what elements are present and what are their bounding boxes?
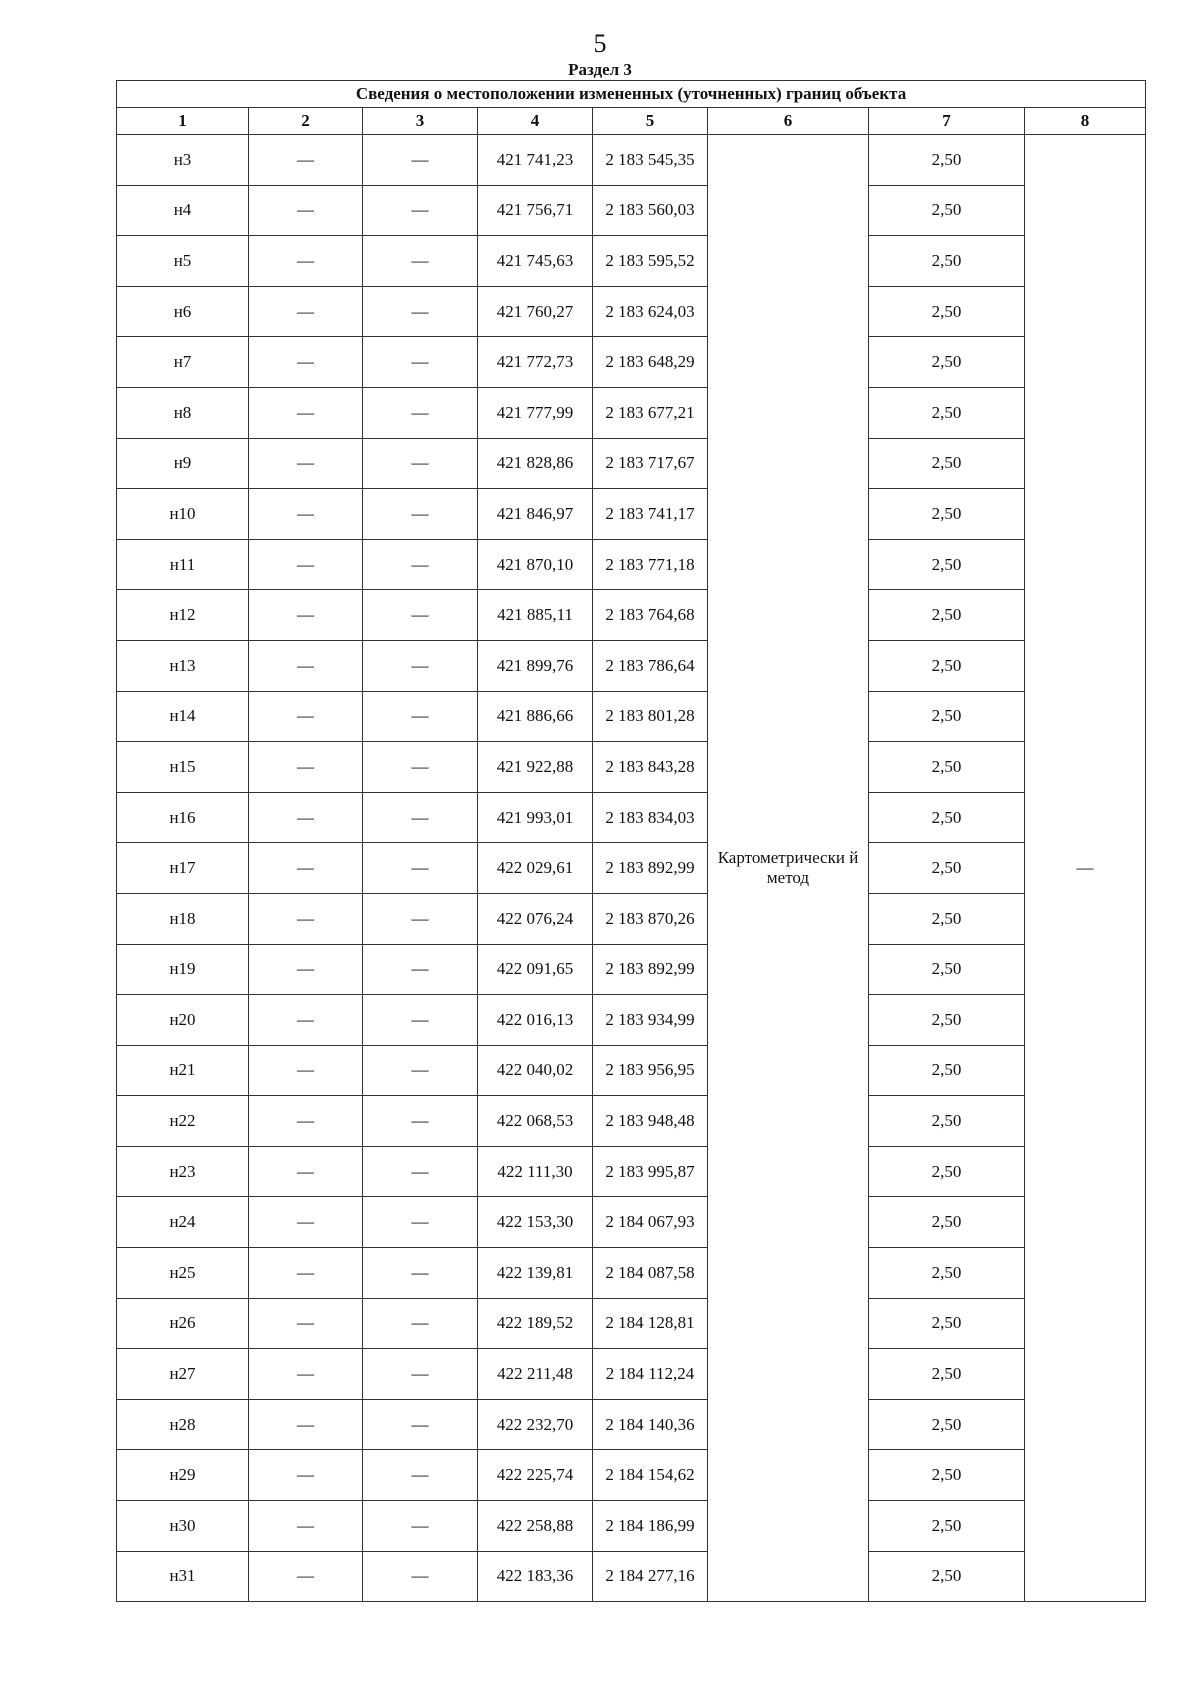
- point-name-cell: н3: [117, 135, 249, 186]
- table-row: [117, 438, 1146, 489]
- x-coordinate-cell: 422 183,36: [478, 1551, 593, 1602]
- table-row: [117, 1146, 1146, 1197]
- column-3-cell: —: [363, 1248, 478, 1299]
- column-2-cell: —: [249, 539, 363, 590]
- column-2-cell: —: [249, 489, 363, 540]
- point-name-cell: н5: [117, 236, 249, 287]
- accuracy-cell: 2,50: [869, 1146, 1025, 1197]
- column-3-cell: —: [363, 1501, 478, 1552]
- point-name-cell: н15: [117, 742, 249, 793]
- column-number: 1: [117, 108, 249, 135]
- column-3-cell: —: [363, 742, 478, 793]
- x-coordinate-cell: 422 068,53: [478, 1096, 593, 1147]
- accuracy-cell: 2,50: [869, 438, 1025, 489]
- accuracy-cell: 2,50: [869, 236, 1025, 287]
- column-3-cell: —: [363, 691, 478, 742]
- table-row: [117, 1399, 1146, 1450]
- x-coordinate-cell: 422 076,24: [478, 893, 593, 944]
- table-row: [117, 742, 1146, 793]
- column-3-cell: —: [363, 185, 478, 236]
- table-row: [117, 1551, 1146, 1602]
- x-coordinate-cell: 421 745,63: [478, 236, 593, 287]
- x-coordinate-cell: 421 741,23: [478, 135, 593, 186]
- column-2-cell: —: [249, 944, 363, 995]
- accuracy-cell: 2,50: [869, 1197, 1025, 1248]
- table-row: [117, 843, 1146, 894]
- y-coordinate-cell: 2 183 771,18: [593, 539, 708, 590]
- method-cell: Картометрически й метод: [708, 135, 869, 1602]
- table-row: [117, 1045, 1146, 1096]
- column-2-cell: —: [249, 995, 363, 1046]
- y-coordinate-cell: 2 183 624,03: [593, 286, 708, 337]
- column-2-cell: —: [249, 691, 363, 742]
- y-coordinate-cell: 2 183 717,67: [593, 438, 708, 489]
- column-8-cell: —: [1025, 135, 1146, 1602]
- accuracy-cell: 2,50: [869, 893, 1025, 944]
- column-number: 8: [1025, 108, 1146, 135]
- x-coordinate-cell: 421 886,66: [478, 691, 593, 742]
- column-2-cell: —: [249, 135, 363, 186]
- table-row: [117, 1349, 1146, 1400]
- column-number: 6: [708, 108, 869, 135]
- accuracy-cell: 2,50: [869, 792, 1025, 843]
- accuracy-cell: 2,50: [869, 337, 1025, 388]
- column-3-cell: —: [363, 893, 478, 944]
- column-3-cell: —: [363, 438, 478, 489]
- column-2-cell: —: [249, 1501, 363, 1552]
- point-name-cell: н8: [117, 387, 249, 438]
- column-2-cell: —: [249, 792, 363, 843]
- y-coordinate-cell: 2 184 154,62: [593, 1450, 708, 1501]
- column-3-cell: —: [363, 489, 478, 540]
- x-coordinate-cell: 421 846,97: [478, 489, 593, 540]
- x-coordinate-cell: 421 760,27: [478, 286, 593, 337]
- x-coordinate-cell: 421 772,73: [478, 337, 593, 388]
- column-3-cell: —: [363, 1197, 478, 1248]
- y-coordinate-cell: 2 183 934,99: [593, 995, 708, 1046]
- boundary-coordinates-table: [116, 80, 1146, 1602]
- column-2-cell: —: [249, 438, 363, 489]
- point-name-cell: н24: [117, 1197, 249, 1248]
- x-coordinate-cell: 422 091,65: [478, 944, 593, 995]
- point-name-cell: н14: [117, 691, 249, 742]
- table-row: [117, 893, 1146, 944]
- table-row: [117, 640, 1146, 691]
- column-3-cell: —: [363, 995, 478, 1046]
- column-3-cell: —: [363, 135, 478, 186]
- x-coordinate-cell: 422 111,30: [478, 1146, 593, 1197]
- table-row: [117, 236, 1146, 287]
- table-row: [117, 489, 1146, 540]
- column-3-cell: —: [363, 640, 478, 691]
- point-name-cell: н19: [117, 944, 249, 995]
- accuracy-cell: 2,50: [869, 1349, 1025, 1400]
- x-coordinate-cell: 421 993,01: [478, 792, 593, 843]
- point-name-cell: н22: [117, 1096, 249, 1147]
- y-coordinate-cell: 2 184 087,58: [593, 1248, 708, 1299]
- column-3-cell: —: [363, 337, 478, 388]
- table-row: [117, 135, 1146, 186]
- accuracy-cell: 2,50: [869, 691, 1025, 742]
- column-3-cell: —: [363, 1096, 478, 1147]
- table-row: [117, 691, 1146, 742]
- column-3-cell: —: [363, 843, 478, 894]
- y-coordinate-cell: 2 183 801,28: [593, 691, 708, 742]
- y-coordinate-cell: 2 183 560,03: [593, 185, 708, 236]
- column-3-cell: —: [363, 539, 478, 590]
- column-2-cell: —: [249, 1298, 363, 1349]
- column-2-cell: —: [249, 1197, 363, 1248]
- accuracy-cell: 2,50: [869, 135, 1025, 186]
- point-name-cell: н26: [117, 1298, 249, 1349]
- x-coordinate-cell: 421 777,99: [478, 387, 593, 438]
- y-coordinate-cell: 2 183 892,99: [593, 944, 708, 995]
- x-coordinate-cell: 422 139,81: [478, 1248, 593, 1299]
- accuracy-cell: 2,50: [869, 1298, 1025, 1349]
- point-name-cell: н16: [117, 792, 249, 843]
- table-row: [117, 944, 1146, 995]
- accuracy-cell: 2,50: [869, 1551, 1025, 1602]
- y-coordinate-cell: 2 183 595,52: [593, 236, 708, 287]
- section-title: Раздел 3: [568, 60, 632, 79]
- x-coordinate-cell: 422 029,61: [478, 843, 593, 894]
- column-2-cell: —: [249, 1096, 363, 1147]
- column-number: 7: [869, 108, 1025, 135]
- column-3-cell: —: [363, 1551, 478, 1602]
- y-coordinate-cell: 2 184 140,36: [593, 1399, 708, 1450]
- accuracy-cell: 2,50: [869, 1248, 1025, 1299]
- y-coordinate-cell: 2 183 834,03: [593, 792, 708, 843]
- accuracy-cell: 2,50: [869, 185, 1025, 236]
- y-coordinate-cell: 2 183 892,99: [593, 843, 708, 894]
- point-name-cell: н30: [117, 1501, 249, 1552]
- accuracy-cell: 2,50: [869, 1045, 1025, 1096]
- column-3-cell: —: [363, 286, 478, 337]
- table-row: [117, 1450, 1146, 1501]
- table-row: [117, 286, 1146, 337]
- y-coordinate-cell: 2 184 112,24: [593, 1349, 708, 1400]
- point-name-cell: н10: [117, 489, 249, 540]
- y-coordinate-cell: 2 184 277,16: [593, 1551, 708, 1602]
- x-coordinate-cell: 421 899,76: [478, 640, 593, 691]
- y-coordinate-cell: 2 183 956,95: [593, 1045, 708, 1096]
- column-number: 5: [593, 108, 708, 135]
- x-coordinate-cell: 421 922,88: [478, 742, 593, 793]
- x-coordinate-cell: 421 885,11: [478, 590, 593, 641]
- y-coordinate-cell: 2 183 764,68: [593, 590, 708, 641]
- x-coordinate-cell: 422 232,70: [478, 1399, 593, 1450]
- y-coordinate-cell: 2 183 995,87: [593, 1146, 708, 1197]
- x-coordinate-cell: 422 016,13: [478, 995, 593, 1046]
- column-2-cell: —: [249, 387, 363, 438]
- x-coordinate-cell: 422 153,30: [478, 1197, 593, 1248]
- table-row: [117, 539, 1146, 590]
- accuracy-cell: 2,50: [869, 489, 1025, 540]
- y-coordinate-cell: 2 183 545,35: [593, 135, 708, 186]
- page-number: 5: [593, 29, 607, 58]
- column-number-row: [117, 108, 1146, 135]
- y-coordinate-cell: 2 183 741,17: [593, 489, 708, 540]
- table-row: [117, 792, 1146, 843]
- table-caption: Сведения о местоположении измененных (уточненных) границ объекта: [117, 81, 1146, 108]
- column-3-cell: —: [363, 387, 478, 438]
- accuracy-cell: 2,50: [869, 944, 1025, 995]
- column-2-cell: —: [249, 236, 363, 287]
- accuracy-cell: 2,50: [869, 640, 1025, 691]
- column-2-cell: —: [249, 1450, 363, 1501]
- column-2-cell: —: [249, 1146, 363, 1197]
- x-coordinate-cell: 422 040,02: [478, 1045, 593, 1096]
- point-name-cell: н4: [117, 185, 249, 236]
- y-coordinate-cell: 2 183 648,29: [593, 337, 708, 388]
- column-3-cell: —: [363, 236, 478, 287]
- accuracy-cell: 2,50: [869, 742, 1025, 793]
- accuracy-cell: 2,50: [869, 1450, 1025, 1501]
- column-2-cell: —: [249, 1045, 363, 1096]
- column-number: 3: [363, 108, 478, 135]
- point-name-cell: н17: [117, 843, 249, 894]
- column-2-cell: —: [249, 893, 363, 944]
- table-row: [117, 185, 1146, 236]
- y-coordinate-cell: 2 184 128,81: [593, 1298, 708, 1349]
- table-row: [117, 337, 1146, 388]
- y-coordinate-cell: 2 183 786,64: [593, 640, 708, 691]
- y-coordinate-cell: 2 183 677,21: [593, 387, 708, 438]
- accuracy-cell: 2,50: [869, 995, 1025, 1046]
- accuracy-cell: 2,50: [869, 1399, 1025, 1450]
- column-3-cell: —: [363, 944, 478, 995]
- table-row: [117, 1096, 1146, 1147]
- accuracy-cell: 2,50: [869, 1501, 1025, 1552]
- y-coordinate-cell: 2 184 067,93: [593, 1197, 708, 1248]
- table-row: [117, 1197, 1146, 1248]
- table-row: [117, 1298, 1146, 1349]
- column-2-cell: —: [249, 337, 363, 388]
- table-row: [117, 1248, 1146, 1299]
- table-row: [117, 590, 1146, 641]
- x-coordinate-cell: 422 225,74: [478, 1450, 593, 1501]
- table-row: [117, 387, 1146, 438]
- y-coordinate-cell: 2 183 843,28: [593, 742, 708, 793]
- column-2-cell: —: [249, 590, 363, 641]
- column-2-cell: —: [249, 1551, 363, 1602]
- point-name-cell: н28: [117, 1399, 249, 1450]
- x-coordinate-cell: 422 189,52: [478, 1298, 593, 1349]
- column-2-cell: —: [249, 185, 363, 236]
- point-name-cell: н12: [117, 590, 249, 641]
- y-coordinate-cell: 2 184 186,99: [593, 1501, 708, 1552]
- x-coordinate-cell: 421 828,86: [478, 438, 593, 489]
- column-number: 4: [478, 108, 593, 135]
- point-name-cell: н25: [117, 1248, 249, 1299]
- column-number: 2: [249, 108, 363, 135]
- point-name-cell: н21: [117, 1045, 249, 1096]
- point-name-cell: н7: [117, 337, 249, 388]
- point-name-cell: н9: [117, 438, 249, 489]
- point-name-cell: н31: [117, 1551, 249, 1602]
- x-coordinate-cell: 421 870,10: [478, 539, 593, 590]
- column-2-cell: —: [249, 843, 363, 894]
- column-3-cell: —: [363, 1349, 478, 1400]
- accuracy-cell: 2,50: [869, 590, 1025, 641]
- point-name-cell: н18: [117, 893, 249, 944]
- accuracy-cell: 2,50: [869, 1096, 1025, 1147]
- accuracy-cell: 2,50: [869, 286, 1025, 337]
- table-row: [117, 1501, 1146, 1552]
- column-3-cell: —: [363, 1146, 478, 1197]
- x-coordinate-cell: 421 756,71: [478, 185, 593, 236]
- table-body: [117, 135, 1146, 1602]
- column-2-cell: —: [249, 1349, 363, 1400]
- column-2-cell: —: [249, 1399, 363, 1450]
- y-coordinate-cell: 2 183 948,48: [593, 1096, 708, 1147]
- point-name-cell: н23: [117, 1146, 249, 1197]
- column-3-cell: —: [363, 792, 478, 843]
- point-name-cell: н29: [117, 1450, 249, 1501]
- x-coordinate-cell: 422 258,88: [478, 1501, 593, 1552]
- point-name-cell: н20: [117, 995, 249, 1046]
- column-3-cell: —: [363, 1399, 478, 1450]
- y-coordinate-cell: 2 183 870,26: [593, 893, 708, 944]
- column-3-cell: —: [363, 1045, 478, 1096]
- table-row: [117, 995, 1146, 1046]
- accuracy-cell: 2,50: [869, 843, 1025, 894]
- column-3-cell: —: [363, 1450, 478, 1501]
- point-name-cell: н11: [117, 539, 249, 590]
- point-name-cell: н6: [117, 286, 249, 337]
- column-3-cell: —: [363, 590, 478, 641]
- accuracy-cell: 2,50: [869, 387, 1025, 438]
- point-name-cell: н13: [117, 640, 249, 691]
- column-2-cell: —: [249, 286, 363, 337]
- column-2-cell: —: [249, 742, 363, 793]
- column-2-cell: —: [249, 1248, 363, 1299]
- column-3-cell: —: [363, 1298, 478, 1349]
- point-name-cell: н27: [117, 1349, 249, 1400]
- accuracy-cell: 2,50: [869, 539, 1025, 590]
- column-2-cell: —: [249, 640, 363, 691]
- x-coordinate-cell: 422 211,48: [478, 1349, 593, 1400]
